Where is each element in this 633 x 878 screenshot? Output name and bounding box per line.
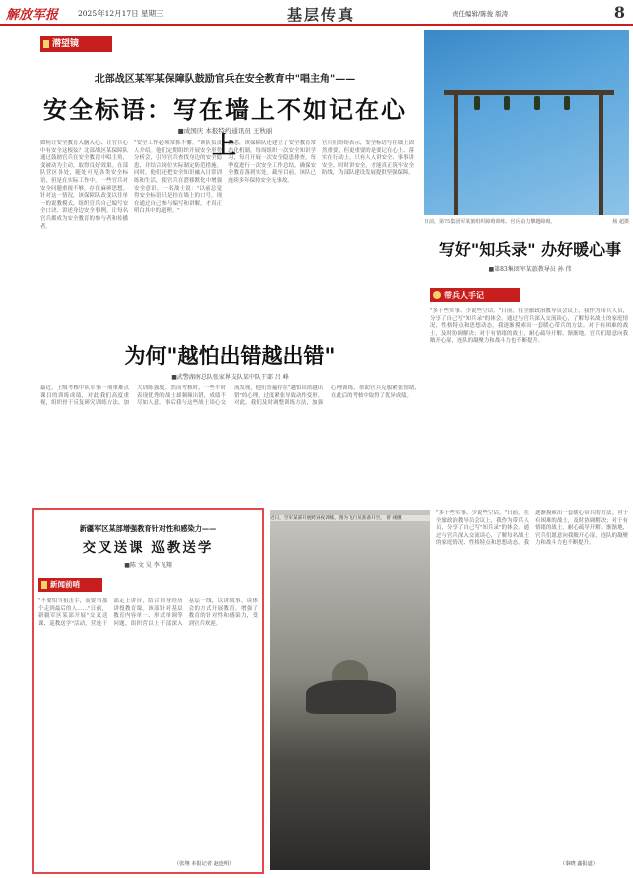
article2-headline: 写好"知兵录" 办好暖心事	[438, 240, 622, 259]
obstacle-bar	[444, 90, 614, 95]
obstacle-post	[599, 90, 603, 215]
article1-body-col4: 官兵们纷纷表示，安全标语写在墙上固然重要，但更重要的是要记在心上、落实在行动上。只有人人讲安全、事事讲安全、时时讲安全，才能真正筑牢安全防线，为部队建设发展提供坚强保障。	[322, 140, 414, 177]
fighter-jet-shape	[306, 680, 396, 714]
column-banner-qianwangjing: 潜望镜	[40, 36, 112, 52]
article5-footnote: （张翔 本报记者 赵连明）	[174, 861, 235, 867]
photo2-caption-text: 近日，空军某部开展跨昼夜训练，图为飞行员准备升空。	[270, 516, 385, 521]
article6-footnote: （秦晓 鑫报道）	[560, 861, 598, 867]
article4-body: 最近，上级考核中队军事一项重难点课目的训练成绩，对此我们高度重视，组织骨干反复研究训练方法，加大训练强度。然而考核时，一些平时表现优秀的战士却频频出错，成绩不尽如人意。事后我与这些战士谈心交流发现，他们普遍存在"越怕出错越出错"的心理，过度紧张导致动作变形。对此，我们及时调整训练方法，加强心理训练，帮助官兵克服紧张情绪，在此后的考核中取得了优异成绩。	[40, 385, 420, 407]
article1-body-col3: 据悉，该保障队还建立了安全教育常态化机制，每周组织一次安全知识学习，每月开展一次安全隐患排查，每季度进行一次安全工作总结，确保安全教育落到实处。截至目前，该队已连续多年保持安全无事故。	[228, 140, 316, 184]
page-header	[0, 0, 633, 26]
article1-body-col1: 如何让安全教育入脑入心、让官兵心中有安全这根弦？北部战区某保障队通过鼓励官兵在安全教育中唱主角，变被动为主动，取得良好效果。在部队营区各处，随处可见各类安全标语，但是在实际工作中，一些官兵对安全问题重视不够，存在麻痹思想。针对这一情况，该保障队改变以往单一的说教模式，组织官兵自己编写安全口诀、讲述身边安全事例，让每名官兵都成为安全教育的参与者和传播者。	[40, 140, 128, 230]
column-banner-daibingren: 带兵人手记	[430, 288, 520, 302]
soldier-figure	[504, 96, 510, 110]
article1-headline: 安全标语：写在墙上不如记在心上	[43, 95, 407, 159]
article3-body: "多干些实事、少说些空话。"日前，在全旅政治教导员会议上，我作为带兵人员，分享了自己写"知兵录"的体会。通过与官兵深入交流谈心，了解每名战士的家庭情况、性格特点和思想动态，我逐渐摸索出一套暖心带兵的方法。对于有困难的战士，及时协调解决；对于有情绪的战士，耐心疏导开解。渐渐地，官兵们愿意向我敞开心扉，连队的凝聚力和战斗力也不断提升。	[430, 308, 628, 345]
article5-body: "不要怕当狙击手，而要当那个走到最后的人……"日前，新疆军区某部开展"交叉送课、巡教送学"活动，营连干部走上讲台，结合自身经历讲授教育课。该部针对基层教育内容单一、形式单调等问题，组织营以上干部深入基层一线，以讲故事、谈体会的方式开展教育，增强了教育的针对性和感染力，受到官兵欢迎。	[38, 598, 258, 627]
section-title: 基层传真	[287, 6, 356, 24]
article5-headline: 交叉送课 巡教送学	[82, 540, 214, 556]
column-banner-xinwenqianshao: 新闻前哨	[38, 578, 102, 592]
article2-byline: ■第83集团军某旅教导员 孙 伟	[488, 266, 572, 273]
highlighted-article-box	[32, 508, 264, 874]
photo1-caption-text: 日前，第75集团军某旅组织障碍训练。官兵奋力攀越障碍。	[424, 219, 556, 225]
fighter-pilot-photo	[270, 510, 430, 870]
issue-date: 2025年12月17日 星期三	[78, 9, 164, 18]
soldier-figure	[564, 96, 570, 110]
article1-body-col2: "安全工作必须常抓不懈。"该队负责人介绍。他们定期组织开展安全形势分析会，引导官兵查找身边的安全隐患，并结合岗位实际制定防范措施。同时，他们还把安全知识融入日常训练和生活，使官兵在潜移默化中增强安全意识。一名战士说："以前总觉得安全标语只是挂在墙上的口号，现在通过自己参与编写和讲解，才真正明白其中的道理。"	[134, 140, 222, 215]
article5-kicker: 新疆军区某部增强教育针对性和感染力——	[79, 524, 217, 533]
article5-byline: ■陈 文 吴 李飞翔	[124, 562, 172, 569]
photo1-caption	[424, 218, 629, 225]
photo2-caption	[270, 515, 430, 521]
article4-headline: 为何"越怕出错越出错"	[124, 343, 336, 368]
article4-byline: ■武警湖南总队张家界支队某中队干部 吕 峰	[171, 374, 289, 381]
newspaper-masthead: 解放军报	[6, 8, 59, 23]
article1-byline: ■成国庆 本报特约通讯员 王秋丽	[177, 127, 273, 135]
soldier-figure	[534, 96, 540, 110]
obstacle-post	[454, 90, 458, 215]
soldier-figure	[474, 96, 480, 110]
training-photo	[424, 30, 629, 215]
article6-body: "多干些实事、少说些空话。"日前，在全旅政治教导员会议上，我作为带兵人员，分享了自己写"知兵录"的体会。通过与官兵深入交流谈心，了解每名战士的家庭情况、性格特点和思想动态，我逐渐摸索出一套暖心带兵的方法。对于有困难的战士，及时协调解决；对于有情绪的战士，耐心疏导开解。渐渐地，官兵们愿意向我敞开心扉，连队的凝聚力和战斗力也不断提升。	[436, 510, 628, 547]
responsible-editors: 责任编辑/陈俊 版涛	[452, 10, 509, 18]
page-number: 8	[613, 3, 625, 22]
article1-kicker: 北部战区某军某保障队鼓励官兵在安全教育中"唱主角"——	[94, 74, 356, 85]
photo2-credit: 曾 翊摄	[386, 516, 402, 521]
photo1-credit: 杨 超摄	[612, 219, 629, 225]
